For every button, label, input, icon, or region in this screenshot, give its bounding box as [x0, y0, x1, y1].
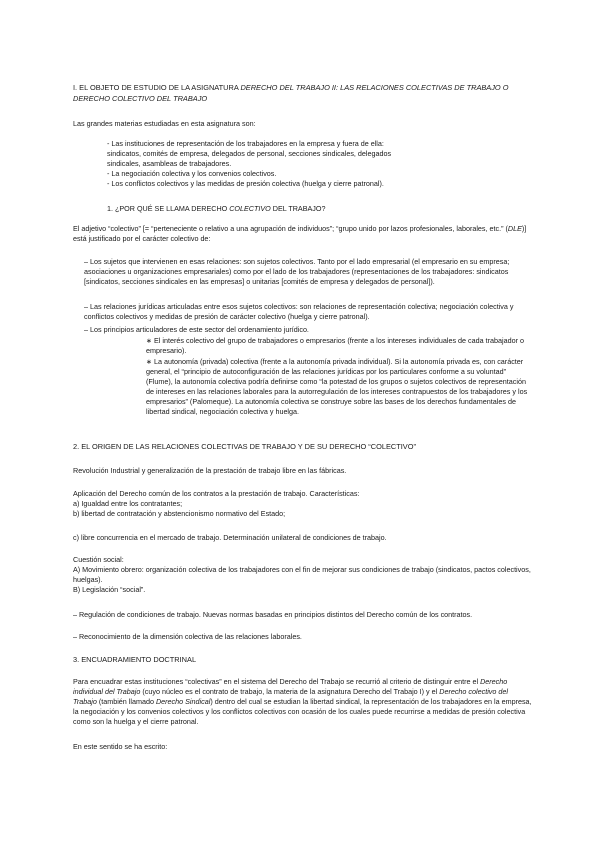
relaciones-bullet: – Las relaciones jurídicas articuladas entre esos sujetos colectivos: son relaciones de representación colectiva; negociación colectiva y conflictos colectivos y medidas de presión de carácter colectivo (huelga y cierre patronal).	[84, 302, 514, 321]
subheading-text: DEL TRABAJO?	[270, 204, 326, 213]
subheading	[107, 204, 487, 214]
subheading-italic: COLECTIVO	[229, 204, 271, 213]
subheading-text: 1. ¿POR QUÉ SE LLAMA DERECHO	[107, 204, 230, 213]
heading-italic-text: DERECHO DEL TRABAJO II: LAS RELACIONES COLECTIVAS DE TRABAJO O DERECHO COLECTIVO DEL TRABAJO	[73, 83, 509, 103]
paragraph-text: Para encuadrar estas instituciones “colectivas” en el sistema del Derecho del Trabajo se recurrió al criterio de distinguir entre el	[73, 677, 481, 686]
aplicacion-title: Aplicación del Derecho común de los contratos a la prestación de trabajo. Características:	[73, 489, 360, 498]
principio-item: ∗ El interés colectivo del grupo de trabajadores o empresarios (frente a los intereses individuales de cada trabajador o empresario).	[146, 336, 524, 355]
principios-bullet: – Los principios articuladores de este sector del ordenamiento jurídico.	[84, 325, 309, 334]
list-item: A) Movimiento obrero: organización colectiva de los trabajadores con el fin de mejorar sus condiciones de trabajo (sindicatos, pactos colectivos, huelgas).	[73, 565, 531, 584]
paragraph-italic: Derecho individual del Trabajo	[73, 677, 508, 696]
list-item: b) libertad de contratación y abstencionismo normativo del Estado;	[73, 509, 286, 518]
list-item: - Las instituciones de representación de los trabajadores en la empresa y fuera de ella: sindicatos, comités de empresa, delegados de personal, secciones sindicales, delegados sindicales, asambleas de trabajadores.	[107, 139, 392, 168]
revolucion-paragraph: Revolución Industrial y generalización de la prestación de trabajo libre en las fábricas.	[73, 466, 347, 475]
list-item: a) Igualdad entre los contratantes;	[73, 499, 183, 508]
list-item: B) Legislación “social”.	[73, 585, 146, 594]
list-item: - La negociación colectiva y los convenios colectivos.	[107, 169, 277, 178]
cuestion-title: Cuestión social:	[73, 555, 124, 564]
reconocimiento-paragraph: – Reconocimiento de la dimensión colectiva de las relaciones laborales.	[73, 632, 302, 641]
paragraph-text: ) dentro del cual se estudian la libertad sindical, la representación de los trabajadores en la empresa, la negociación y los convenios colectivos y los conflictos colectivos con ocasión de los cuales puede recurrirse a medidas de presión colectiva como son la huelga y el cierre patronal.	[73, 697, 532, 726]
final-paragraph: En este sentido se ha escrito:	[73, 742, 168, 751]
paragraph-italic: DLE	[507, 224, 522, 233]
list-item: - Los conflictos colectivos y las medidas de presión colectiva (huelga y cierre patronal).	[107, 179, 384, 188]
principio-item: ∗ La autonomía (privada) colectiva (frente a la autonomía privada individual). Si la autonomía privada es, con carácter general, el “principio de autoconfiguración de las relaciones jurídicas por los particulares conforme a su voluntad” (Flume), la autonomía colectiva podría definirse como “la potestad de los grupos o sujetos colectivos de representación de intereses en las relaciones laborales para la autorregulación de los intereses contrapuestos de los trabajadores y los empresarios” (Palomeque). La autonomía colectiva se construye sobre las bases de los derechos fundamentales de libertad sindical, negociación colectiva y huelga.	[146, 357, 528, 416]
paragraph-text: El adjetivo “colectivo” [= “perteneciente o relativo a una agrupación de individuos”; “grupo unido por lazos profesionales, laborales, etc.” (	[73, 224, 508, 233]
section-heading-2: 2. EL ORIGEN DE LAS RELACIONES COLECTIVAS DE TRABAJO Y DE SU DERECHO “COLECTIVO”	[73, 442, 416, 451]
materias-list	[107, 139, 407, 189]
section-heading-1	[73, 83, 533, 104]
cuestion-block	[73, 555, 533, 595]
encuadre-paragraph	[73, 677, 533, 727]
paragraph-italic: Derecho colectivo del Trabajo	[73, 687, 508, 706]
heading-text: I. EL OBJETO DE ESTUDIO DE LA ASIGNATURA	[73, 83, 241, 92]
adjetivo-paragraph	[73, 224, 533, 244]
paragraph-text: )] está justificado por el carácter colectivo de:	[73, 224, 527, 243]
sujetos-bullet: – Los sujetos que intervienen en esas relaciones: son sujetos colectivos. Tanto por el lado empresarial (el empresario en su empresa; asociaciones u organizaciones empresariales) como por el lado de los trabajadores (representaciones de los trabajadores: sindicatos [sindicatos, secciones sindicales en las empresas] o unitarias [comités de empresa y delegados de personal]).	[84, 257, 510, 286]
regulacion-paragraph: – Regulación de condiciones de trabajo. Nuevas normas basadas en principios distintos del Derecho común de los contratos.	[73, 610, 473, 619]
aplicacion-block	[73, 489, 533, 519]
paragraph-italic: Derecho Sindical	[155, 697, 211, 706]
section-heading-3: 3. ENCUADRAMIENTO DOCTRINAL	[73, 655, 197, 664]
paragraph-text: (cuyo núcleo es el contrato de trabajo, la materia de la asignatura Derecho del Trabajo I) y el	[140, 687, 440, 696]
libre-paragraph: c) libre concurrencia en el mercado de trabajo. Determinación unilateral de condiciones de trabajo.	[73, 533, 387, 542]
intro-paragraph: Las grandes materias estudiadas en esta asignatura son:	[73, 119, 256, 128]
paragraph-text: (también llamado	[96, 697, 156, 706]
